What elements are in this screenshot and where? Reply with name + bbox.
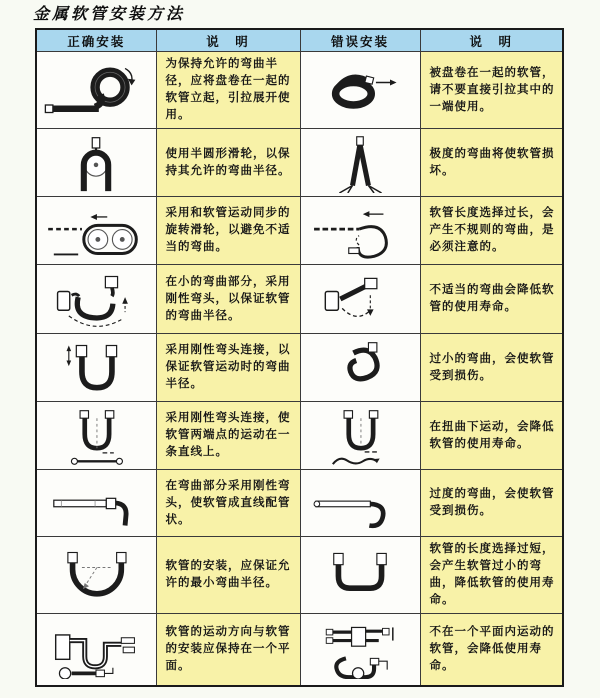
hose-rigid-elbow-connection-icon: [40, 338, 152, 398]
table-row: [36, 265, 563, 334]
header-wrong-note: 说 明: [420, 29, 563, 52]
hose-overbent-end-icon: [304, 473, 416, 533]
hose-too-short-cell: [300, 537, 420, 614]
correct-note: 软管的安装，应保证允许的最小弯曲半径。: [156, 537, 300, 614]
correct-note: 在弯曲部分采用刚性弯头，使软管成直线配管状。: [156, 470, 300, 537]
hose-endpoints-straight-line-icon: [40, 406, 152, 466]
hose-straight-with-elbow-cell: [36, 470, 156, 537]
hose-improper-bend-icon: [304, 269, 416, 329]
hose-extreme-bend-icon: [304, 133, 416, 193]
correct-note: 为保持允许的弯曲半径，应将盘卷在一起的软管立起，引拉展开使用。: [156, 52, 300, 129]
page-title: 金属软管安装方法: [33, 4, 186, 23]
header-row: [36, 29, 563, 52]
wrong-note: 在扭曲下运动，会降低软管的使用寿命。: [420, 402, 563, 470]
correct-note: 在小的弯曲部分，采用刚性弯头，以保证软管的弯曲半径。: [156, 265, 300, 334]
table-row: [36, 129, 563, 197]
hose-improper-bend-cell: [300, 265, 420, 334]
hose-straight-with-elbow-icon: [40, 473, 152, 533]
header-correct-note: 说 明: [156, 29, 300, 52]
wrong-note: 过度的弯曲，会使软管受到损伤。: [420, 470, 563, 537]
hose-too-short-icon: [304, 545, 416, 605]
correct-note: 软管的运动方向与软管的安装应保持在一个平面。: [156, 614, 300, 686]
correct-note: 采用刚性弯头连接，以保证软管运动时的弯曲半径。: [156, 334, 300, 402]
coiled-hose-pulled-flat-cell: [300, 52, 420, 129]
installation-method-table: [35, 28, 564, 687]
hose-same-plane-motion-cell: [36, 614, 156, 686]
table-row: [36, 52, 563, 129]
coiled-hose-pulled-flat-icon: [304, 60, 416, 120]
wrong-note: 不适当的弯曲会降低软管的使用寿命。: [420, 265, 563, 334]
hose-twisted-motion-icon: [304, 406, 416, 466]
hose-table-body: [36, 52, 563, 686]
hose-too-small-bend-icon: [304, 338, 416, 398]
hose-synchronized-rollers-icon: [40, 201, 152, 261]
correct-note: 采用刚性弯头连接，使软管两端点的运动在一条直线上。: [156, 402, 300, 470]
hose-rigid-elbow-small-bend-icon: [40, 269, 152, 329]
hose-synchronized-rollers-cell: [36, 197, 156, 265]
table-row: [36, 402, 563, 470]
header-correct-install: 正确安装: [36, 29, 156, 52]
hose-extreme-bend-cell: [300, 129, 420, 197]
wrong-note: 软管的长度选择过短，会产生软管过小的弯曲，降低软管的使用寿命。: [420, 537, 563, 614]
header-wrong-install: 错误安装: [300, 29, 420, 52]
hose-endpoints-straight-line-cell: [36, 402, 156, 470]
wrong-note: 过小的弯曲，会使软管受到损伤。: [420, 334, 563, 402]
hose-twisted-motion-cell: [300, 402, 420, 470]
hose-overbent-end-cell: [300, 470, 420, 537]
correct-note: 采用和软管运动同步的旋转滑轮，以避免不适当的弯曲。: [156, 197, 300, 265]
hose-min-bend-radius-icon: [40, 545, 152, 605]
wrong-note: 软管长度选择过长，会产生不规则的弯曲，是必须注意的。: [420, 197, 563, 265]
wrong-note: 不在一个平面内运动的软管，会降低使用寿命。: [420, 614, 563, 686]
hose-rigid-elbow-small-bend-cell: [36, 265, 156, 334]
hose-too-long-loop-icon: [304, 201, 416, 261]
hose-same-plane-motion-icon: [40, 619, 152, 679]
table-row: [36, 197, 563, 265]
wrong-note: 极度的弯曲将使软管损坏。: [420, 129, 563, 197]
hose-too-long-loop-cell: [300, 197, 420, 265]
coiled-hose-upright-icon: [40, 60, 152, 120]
table-row: [36, 470, 563, 537]
hose-over-pulley-cell: [36, 129, 156, 197]
hose-over-pulley-icon: [40, 133, 152, 193]
hose-rigid-elbow-connection-cell: [36, 334, 156, 402]
table-row: [36, 614, 563, 686]
wrong-note: 被盘卷在一起的软管，请不要直接引拉其中的一端使用。: [420, 52, 563, 129]
hose-min-bend-radius-cell: [36, 537, 156, 614]
hose-different-plane-motion-cell: [300, 614, 420, 686]
table-row: [36, 537, 563, 614]
hose-too-small-bend-cell: [300, 334, 420, 402]
hose-different-plane-motion-icon: [304, 619, 416, 679]
correct-note: 使用半圆形滑轮，以保持其允许的弯曲半径。: [156, 129, 300, 197]
coiled-hose-upright-cell: [36, 52, 156, 129]
table-row: [36, 334, 563, 402]
